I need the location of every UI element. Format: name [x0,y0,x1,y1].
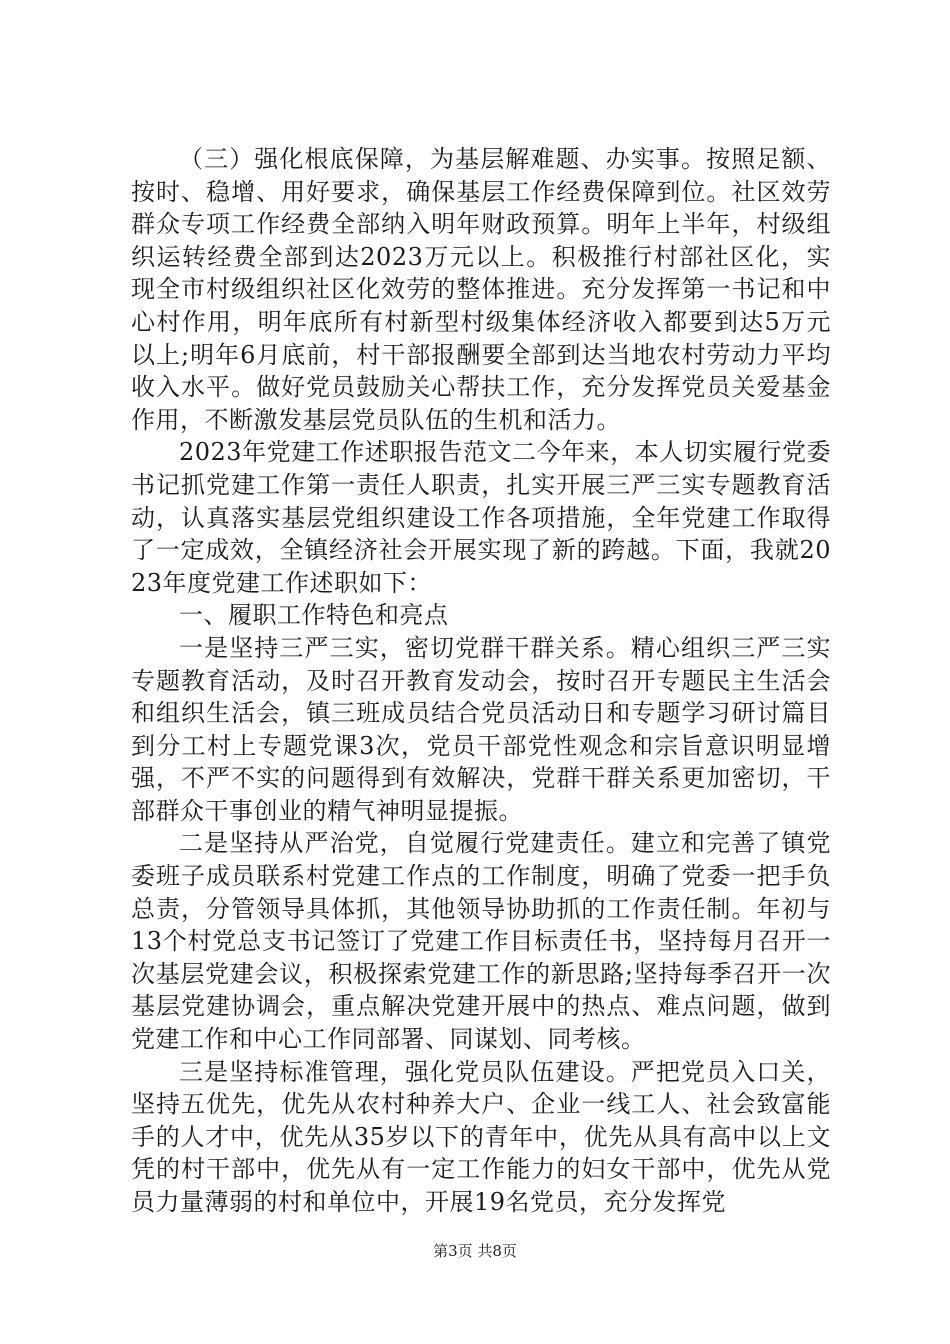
page-footer [0,1241,950,1261]
page-number: 第3页 共8页 [433,1242,517,1260]
document-body [131,143,831,1219]
paragraph-strengthen-support: （三）强化根底保障，为基层解难题、办实事。按照足额、按时、稳增、用好要求，确保基层工作经费保障到位。社区效劳群众专项工作经费全部纳入明年财政预算。明年上半年，村级组织运转经费全部到达2023万元以上。积极推行村部社区化，实现全市村级组织社区化效劳的整体推进。充分发挥第一书记和中心村作用，明年底所有村新型村级集体经济收入都要到达5万元以上;明年6月底前，村干部报酬要全部到达当地农村劳动力平均收入水平。做好党员鼓励关心帮扶工作，充分发挥党员关爱基金作用，不断激发基层党员队伍的生机和活力。 [131,145,831,434]
paragraph-point-two: 二是坚持从严治党，自觉履行党建责任。建立和完善了镇党委班子成员联系村党建工作点的工作制度，明确了党委一把手负总责，分管领导具体抓，其他领导协助抓的工作责任制。年初与13个村党总支书记签订了党建工作目标责任书，坚持每月召开一次基层党建会议，积极探索党建工作的新思路;坚持每季召开一次基层党建协调会，重点解决党建开展中的热点、难点问题，做到党建工作和中心工作同部署、同谋划、同考核。 [131,829,831,1054]
section-heading-highlights: 一、履职工作特色和亮点 [179,601,449,630]
paragraph-report-intro: 2023年党建工作述职报告范文二今年来，本人切实履行党委书记抓党建工作第一责任人职责，扎实开展三严三实专题教育活动，认真落实基层党组织建设工作各项措施，全年党建工作取得了一定成效，全镇经济社会开展实现了新的跨越。下面，我就2023年度党建工作述职如下： [131,438,831,597]
paragraph-point-three: 三是坚持标准管理，强化党员队伍建设。严把党员入口关，坚持五优先，优先从农村种养大户、企业一线工人、社会致富能手的人才中，优先从35岁以下的青年中，优先从具有高中以上文凭的村干部中，优先从有一定工作能力的妇女干部中，优先从党员力量薄弱的村和单位中，开展19名党员，充分发挥党 [131,1057,831,1216]
paragraph-point-one: 一是坚持三严三实，密切党群干群关系。精心组织三严三实专题教育活动，及时召开教育发动会，按时召开专题民主生活会和组织生活会，镇三班成员结合党员活动日和专题学习研讨篇目到分工村上专题党课3次，党员干部党性观念和宗旨意识明显增强，不严不实的问题得到有效解决，党群干群关系更加密切，干部群众干事创业的精气神明显提振。 [131,633,831,825]
